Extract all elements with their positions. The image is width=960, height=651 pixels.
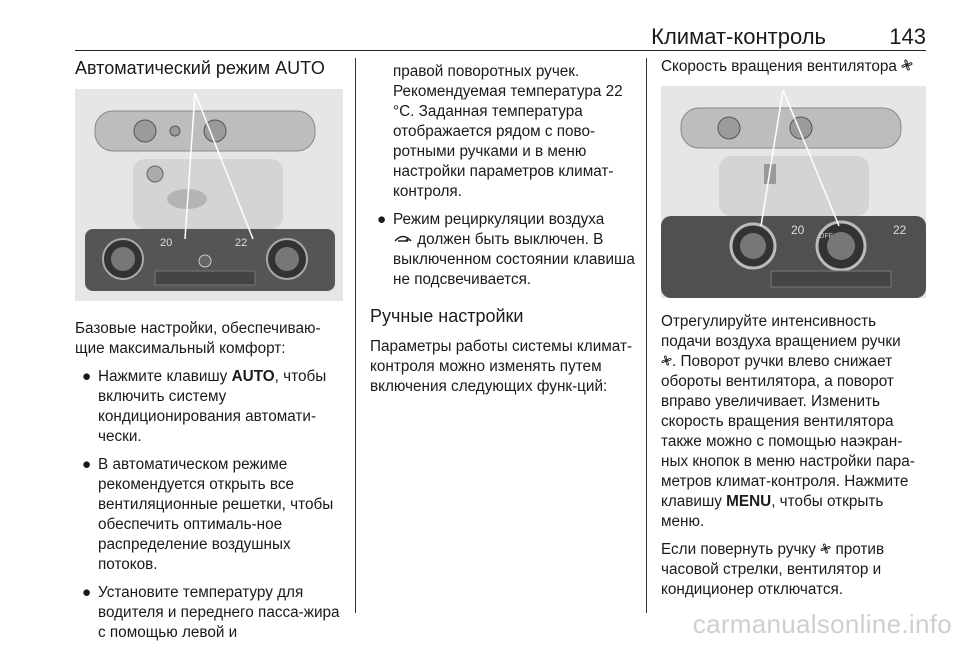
section-heading-auto: Автоматический режим AUTO bbox=[75, 58, 325, 78]
fan-icon bbox=[661, 352, 672, 372]
column-1 bbox=[75, 58, 343, 651]
list-item: ● В автоматическом режиме рекомендуется открыть все вентиляционные решетки, чтобы обеспечить оптималь-ное распределение воздушных потоков. bbox=[82, 456, 334, 573]
section-heading-fan: Скорость вращения вентилятора bbox=[661, 58, 926, 76]
fan-icon bbox=[901, 58, 913, 76]
intro-paragraph: Базовые настройки, обеспечиваю-щие максимальный комфорт: bbox=[75, 320, 321, 357]
column-divider bbox=[355, 58, 356, 613]
recirculation-icon bbox=[393, 230, 413, 250]
manual-paragraph: Параметры работы системы климат-контроля можно изменять путем включения следующих функ-ций: bbox=[370, 338, 633, 396]
figure-temp-left: 20 bbox=[160, 237, 173, 249]
figure-off-label: OFF bbox=[819, 233, 833, 241]
fan-icon bbox=[820, 540, 831, 560]
auto-bullets bbox=[75, 367, 343, 643]
continued-paragraph: правой поворотных ручек. Рекомендуемая температура 22 °C. Заданная температура отображается рядом с пово-ротными ручками и в меню настройки параметров климат-контроля. bbox=[393, 63, 623, 200]
list-item: ● Установите температуру для водителя и переднего пасса-жира с помощью левой и bbox=[82, 584, 340, 641]
page-number: 143 bbox=[889, 24, 926, 49]
menu-key-label: MENU bbox=[726, 493, 772, 511]
page-title: Климат-контроль bbox=[651, 24, 826, 49]
figure-temp-right: 22 bbox=[235, 237, 248, 249]
climate-panel-figure-auto bbox=[75, 89, 343, 301]
list-item: ● Нажмите клавишу AUTO, чтобы включить систему кондиционирования автомати-чески. bbox=[82, 368, 327, 445]
fan-paragraph-2: Если повернуть ручку против часовой стрелки, вентилятор и кондиционер отключатся. bbox=[661, 541, 885, 599]
section-heading-manual: Ручные настройки bbox=[370, 306, 524, 327]
column-2 bbox=[370, 58, 635, 405]
figure-temp-left: 20 bbox=[791, 223, 805, 238]
column-3 bbox=[661, 58, 926, 608]
list-item: ● Режим рециркуляции воздуха должен быть выключен. В выключенном состоянии клавиша не подсвечивается. bbox=[377, 211, 635, 289]
fan-paragraph-1: Отрегулируйте интенсивность подачи воздуха вращением ручки . Поворот ручки влево снижает обороты вентилятора, а поворот вправо увеличивает. Изменить скорость вращения вентилятора также можно с помощью наэкран-ных кнопок в меню настройки пара-метров климат-контроля. Нажмите клавишу MENU, чтобы открыть меню. bbox=[661, 313, 915, 531]
figure-temp-right: 22 bbox=[893, 223, 907, 238]
climate-panel-figure-fan bbox=[661, 86, 926, 298]
page-header bbox=[75, 0, 926, 51]
auto-key-label: AUTO bbox=[231, 368, 275, 385]
column-divider bbox=[646, 58, 647, 613]
watermark: carmanualsonline.info bbox=[692, 609, 952, 639]
